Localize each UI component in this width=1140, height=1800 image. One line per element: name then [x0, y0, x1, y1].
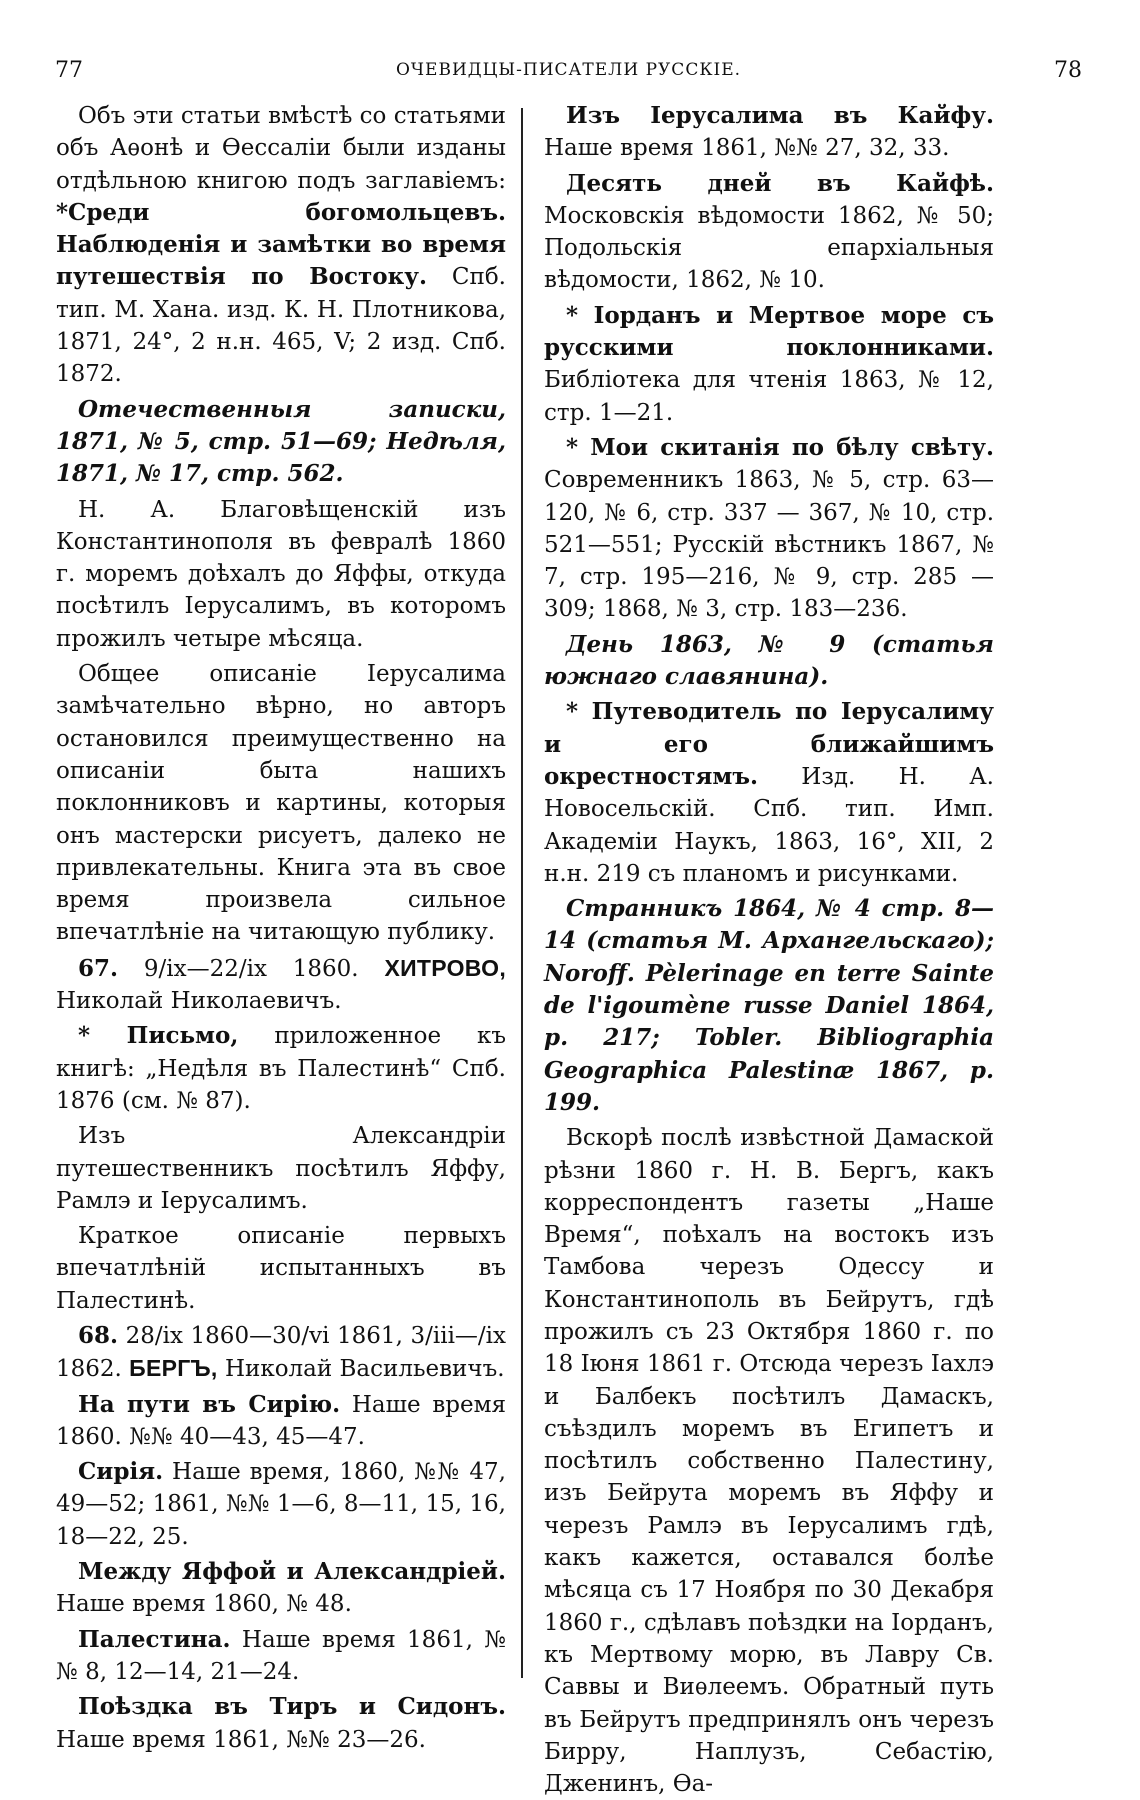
entry-heading — [56, 952, 506, 1018]
paragraph-text: Наше время 1860, № 48. — [56, 1591, 352, 1618]
work-title: Палестина. — [78, 1625, 231, 1653]
entry-number: 67. — [78, 954, 119, 982]
paragraph: Краткое описаніе первыхъ впечатлѣній испытанныхъ въ Палестинѣ. — [56, 1223, 506, 1314]
work-title: *Среди богомольцевъ. Наблюденія и замѣтки во время путешествія по Востоку. — [56, 198, 506, 291]
paragraph-text: Современникъ 1863, № 5, стр. 63—120, № 6, стр. 337 — 367, № 10, стр. 521—551; Русскій вѣстникъ 1867, № 7, стр. 195—216, № 9, стр. 285 — 309; 1868, № 3, стр. 183—236. — [544, 467, 994, 623]
paragraph — [544, 696, 994, 890]
work-title: * Путеводитель по Іерусалиму и его ближайшимъ окрестностямъ. — [544, 698, 994, 790]
column-divider — [521, 108, 523, 1678]
work-title: Между Яффой и Александріей. — [78, 1558, 506, 1586]
paragraph — [56, 1624, 506, 1689]
paragraph — [544, 168, 994, 297]
paragraph-text: Наше время, 1860, №№ 47, 49—52; 1861, №№ 1—6, 8—11, 15, 16, 18—22, 25. — [56, 1459, 506, 1550]
page-header — [55, 52, 1082, 88]
running-title: ОЧЕВИДЦЫ-ПИСАТЕЛИ РУССКІЕ. — [395, 60, 742, 80]
entry-number: 68. — [78, 1321, 119, 1349]
entry-dates: 9/ix—22/ix 1860. — [143, 955, 359, 982]
imprint: Спб. тип. М. Хана. изд. К. Н. Плотникова, 1871, 24°, 2 н.н. 465, V; 2 изд. Спб. 1872. — [56, 264, 506, 388]
paragraph — [544, 432, 994, 626]
paragraph: Н. А. Благовѣщенскій изъ Константинополя въ февралѣ 1860 г. моремъ доѣхалъ до Яффы, откуда посѣтилъ Іерусалимъ, въ которомъ прожилъ четыре мѣсяца. — [56, 496, 506, 652]
paragraph — [56, 1456, 506, 1553]
paragraph: Общее описаніе Іерусалима замѣчательно вѣрно, но авторъ остановился преимущественно на описаніи быта нашихъ поклонниковъ и картины, которыя онъ мастерски рисуетъ, далеко не привлекательны. Книга эта въ свое время произвела сильное впечатлѣніе на читающую публику. — [56, 661, 506, 946]
work-title: * Мои скитанія по бѣлу свѣту. — [566, 433, 994, 461]
author-given-name: Николай Николаевичъ. — [56, 988, 342, 1015]
author-name: БЕРГЪ, — [129, 1355, 218, 1382]
paragraph-text: Наше время 1860. №№ 40—43, 45—47. — [56, 1391, 506, 1450]
references: День 1863, № 9 (статья южнаго славянина). — [544, 630, 994, 691]
paragraph — [544, 100, 994, 165]
paragraph — [56, 1389, 506, 1454]
paragraph: Вскорѣ послѣ извѣстной Дамаской рѣзни 1860 г. Н. В. Бергъ, какъ корреспондентъ газеты „Наше Время“, поѣхалъ на востокъ изъ Тамбова черезъ Одессу и Константинополь въ Бейрутъ, гдѣ прожилъ съ 23 Октября 1860 г. по 18 Іюня 1861 г. Отсюда черезъ Іахлэ и Балбекъ посѣтилъ Дамаскъ, съѣздилъ моремъ въ Египетъ и посѣтилъ собственно Палестину, изъ Бейрута моремъ въ Яффу и черезъ Рамлэ въ Іерусалимъ гдѣ, какъ кажется, оставался болѣе мѣсяца съ 17 Ноября по 30 Декабря 1860 г., сдѣлавъ поѣздки на Іорданъ, къ Мертвому морю, въ Лавру Св. Саввы и Виѳлеемъ. Обратный путь въ Бейрутъ предпринялъ онъ черезъ Бирру, Наплузъ, Себастію, Дженинъ, Ѳа- — [544, 1125, 994, 1798]
work-title: Изъ Іерусалима въ Кайфу. — [566, 102, 994, 129]
work-title: На пути въ Сирію. — [78, 1390, 341, 1418]
paragraph-text: Объ эти статьи вмѣстѣ со статьями объ Аѳонѣ и Ѳессаліи были изданы отдѣльною книгою подъ заглавіемъ: — [56, 103, 506, 194]
paragraph-text: Наше время 1861, №№ 23—26. — [56, 1726, 426, 1753]
page-number-left: 77 — [55, 57, 83, 83]
paragraph-text: Изд. Н. А. Новосельскій. Спб. тип. Имп. Академіи Наукъ, 1863, 16°, XII, 2 н.н. 219 съ планомъ и рисунками. — [544, 763, 994, 887]
entry-dates: 28/ix 1860—30/vi 1861, 3/iii—/ix 1862. — [56, 1322, 506, 1383]
work-title: Десять дней въ Кайфѣ. — [566, 169, 994, 197]
work-title: * Письмо, — [78, 1022, 239, 1050]
right-column — [544, 100, 994, 1800]
references: Отечественныя записки, 1871, № 5, стр. 51—69; Недѣля, 1871, № 17, стр. 562. — [56, 395, 506, 488]
paragraph-text: Библіотека для чтенія 1863, № 12, стр. 1—21. — [544, 367, 994, 426]
paragraph-text: Наше время 1861, №№ 27, 32, 33. — [544, 135, 950, 162]
references: Странникъ 1864, № 4 стр. 8—14 (статья М. Архангельскаго); Noroff. Pèlerinage en terre Sainte de l'igoumène russe Daniel 1864, p. 217; Tobler. Bibliographia Geographica Palestinæ 1867, p. 199. — [544, 895, 994, 1116]
paragraph — [544, 300, 994, 429]
paragraph: Изъ Александріи путешественникъ посѣтилъ Яффу, Рамлэ и Іерусалимъ. — [56, 1123, 506, 1214]
paragraph — [56, 100, 506, 391]
paragraph — [56, 1691, 506, 1756]
paragraph-text: приложенное къ книгѣ: „Недѣля въ Палестинѣ“ Спб. 1876 (см. № 87). — [56, 1023, 506, 1114]
work-title: Поѣздка въ Тиръ и Сидонъ. — [78, 1693, 506, 1721]
page-number-right: 78 — [1053, 57, 1082, 83]
entry-heading — [56, 1320, 506, 1386]
work-title: Сирія. — [78, 1458, 164, 1486]
paragraph-text: Наше время 1861, №№ 8, 12—14, 21—24. — [56, 1626, 507, 1685]
author-given-name: Николай Васильевичъ. — [224, 1356, 505, 1383]
left-column — [56, 100, 506, 1756]
author-name: ХИТРОВО, — [384, 954, 507, 981]
paragraph-text: Московскія вѣдомости 1862, № 50; Подольскія епархіальныя вѣдомости, 1862, № 10. — [544, 202, 994, 294]
paragraph — [56, 1020, 506, 1117]
work-title: * Іорданъ и Мертвое море съ русскими поклонниками. — [544, 301, 994, 362]
paragraph — [56, 1556, 506, 1621]
